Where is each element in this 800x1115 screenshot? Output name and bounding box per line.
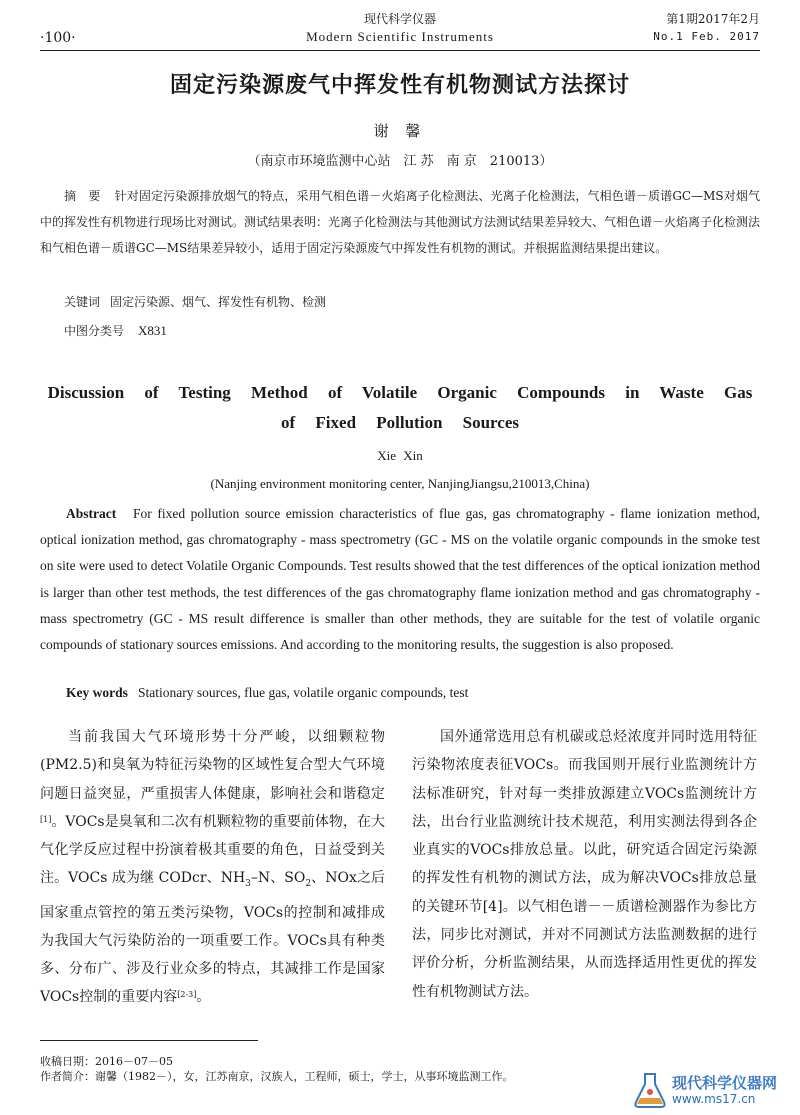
keywords-en-text: Stationary sources, flue gas, volatile organic compounds, test (138, 685, 469, 700)
title-en-line1: Discussion of Testing Method of Volatile Organic Compounds in Waste Gas (47, 383, 753, 402)
body-left-text-1: 当前我国大气环境形势十分严峻，以细颗粒物(PM2.5)和臭氧为特征污染物的区域性复合型大气环境问题日益突显，严重损害人体健康，影响社会和谐稳定 (40, 729, 385, 802)
clc-label: 中图分类号 (64, 324, 125, 338)
keywords-cn (64, 293, 326, 310)
abstract-cn-text: 针对固定污染源排放烟气的特点，采用气相色谱－火焰离子化检测法、光离子化检测法，气相色谱－质谱GC—MS对烟气中的挥发性有机物进行现场比对测试。测试结果表明：光离子化检测法与其他测试方法测试结果差异较大、气相色谱－火焰离子化检测法和气相色谱－质谱GC—MS结果差异较小，适用于固定污染源废气中挥发性有机物的测试。并根据监测结果提出建议。 (40, 189, 761, 255)
issue-info (653, 10, 760, 46)
journal-title-cn: 现代科学仪器 (363, 12, 436, 26)
citation-2-3: [2-3] (177, 990, 197, 1000)
subscript-2: 2 (305, 879, 312, 890)
journal-header (250, 10, 550, 46)
watermark (626, 1068, 798, 1112)
footnote-rule (40, 1040, 258, 1041)
author-biography: 作者简介：谢馨（1982－），女，江苏南京，汉族人，工程师，硕士，学士，从事环境监测工作。 (40, 1070, 514, 1083)
received-date: 收稿日期：2016－07－05 (40, 1055, 173, 1068)
body-left-text-3: –N、SO (250, 870, 306, 887)
title-en-line2: of Fixed Pollution Sources (281, 413, 519, 432)
abstract-en (40, 501, 760, 658)
body-left-text-2: 。VOCs是臭氧和二次有机颗粒物的重要前体物，在大气化学反应过程中扮演着极其重要的角色，日益受到关注。VOCs 成为继 CODcr、NH (40, 813, 385, 887)
article-title-cn: 固定污染源废气中挥发性有机物测试方法探讨 (169, 73, 630, 98)
body-left-text-4: 、NOx之后国家重点管控的第五类污染物，VOCs的控制和减排成为我国大气污染防治的一项重要工作。VOCs具有种类多、分布广、涉及行业众多的特点，其减排工作是国家VOCs控制的重要内容 (40, 870, 386, 1006)
classification-number (64, 322, 167, 339)
abstract-cn-label: 摘 要 (64, 189, 101, 203)
abstract-cn (40, 183, 760, 261)
clc-value: X831 (138, 323, 167, 338)
abstract-en-label: Abstract (66, 506, 117, 521)
article-title-en (40, 378, 760, 438)
author-cn: 谢 馨 (373, 122, 427, 140)
author-en: Xie Xin (377, 448, 423, 463)
affiliation-cn: （南京市环境监测中心站 江 苏 南 京 210013） (247, 154, 553, 169)
flask-logo-icon (630, 1070, 670, 1110)
keywords-en (66, 685, 468, 701)
keywords-en-label: Key words (66, 685, 128, 700)
issue-cn: 第1期2017年2月 (666, 12, 760, 26)
header-rule (40, 50, 760, 51)
body-column-left (40, 723, 385, 1012)
body-column-right (412, 723, 757, 1006)
abstract-en-text: For fixed pollution source emission characteristics of flue gas, gas chromatography - flame ionization method, optical ionization method, gas chromatography - mass spectrometry (GC - MS on the volatile organic compounds in the smoke test on site were used to detect Volatile Organic Compounds. Test results showed that the test differences of the optical ionization method is larger than other test methods, the test differences of the gas chromatography flame ionization method and gas chromatography - mass spectrometry (GC - MS result difference is smaller than other methods, they are suitable for the test of volatile organic compounds of stationary sources emissions. And according to the monitoring results, the suggestion is also proposed. (40, 506, 760, 653)
page-number: ·100· (40, 30, 76, 46)
affiliation-en: (Nanjing environment monitoring center, NanjingJiangsu,210013,China) (210, 476, 590, 491)
citation-1: [1] (40, 814, 52, 824)
body-right-text: 国外通常选用总有机碳或总烃浓度并同时选用特征污染物浓度表征VOCs。而我国则开展行业监测统计方法标准研究，针对每一类排放源建立VOCs监测统计方法，出台行业监测统计技术规范，利用实测法得到各企业真实的VOCs排放总量。以此，研究适合固定污染源的挥发性有机物的测试方法，成为解决VOCs排放总量的关键环节[4]。以气相色谱－－质谱检测器作为参比方法，同步比对测试，并对不同测试方法监测数据的进行评价分析，分析监测结果，从而选择适用性更优的挥发性有机物测试方法。 (412, 729, 757, 1000)
watermark-url: www.ms17.cn (672, 1092, 756, 1106)
watermark-name: 现代科学仪器网 (672, 1074, 778, 1092)
body-left-text-5: 。 (196, 989, 211, 1006)
subscript-3: 3 (245, 879, 251, 890)
keywords-cn-text: 固定污染源、烟气、挥发性有机物、检测 (110, 295, 327, 309)
issue-en: No.1 Feb. 2017 (653, 30, 760, 43)
keywords-cn-label: 关键词 (64, 295, 101, 309)
journal-title-en: Modern Scientific Instruments (306, 29, 494, 44)
